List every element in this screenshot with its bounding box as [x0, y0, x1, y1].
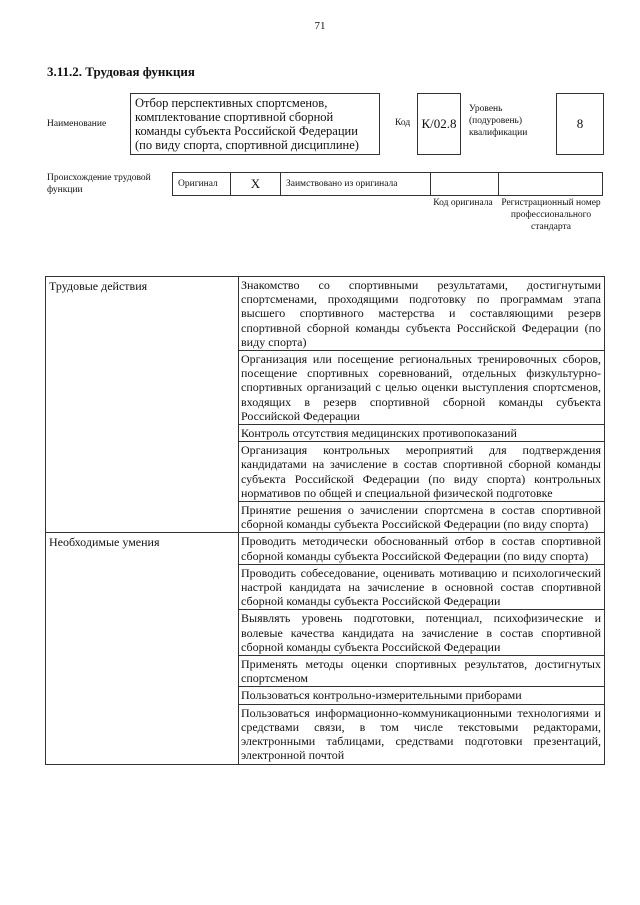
function-name-value: Отбор перспективных спортсменов, комплектование спортивной сборной команды субъекта Российской Федерации (по виду спорта, спортивной дисциплине) — [130, 93, 380, 155]
qualification-level-value: 8 — [556, 93, 604, 155]
table-row: Проводить методически обоснованный отбор в состав спортивной сборной команды субъекта Российской Федерации (по виду спорта) — [239, 533, 604, 564]
table-row: Применять методы оценки спортивных результатов, достигнутых спортсменом — [239, 656, 604, 687]
section-heading: 3.11.2. Трудовая функция — [47, 64, 195, 79]
code-original-caption: Код оригинала — [433, 198, 493, 208]
name-label: Наименование — [47, 119, 107, 129]
origin-code-cell — [431, 173, 499, 195]
function-code-value: К/02.8 — [417, 93, 461, 155]
origin-original-label: Оригинал — [173, 173, 231, 195]
page-number: 71 — [314, 20, 326, 32]
reg-number-caption: Регистрационный номер профессионального стандарта — [501, 198, 601, 232]
table-row: Проводить собеседование, оценивать мотивацию и психологический настрой кандидата на зачисление в основной состав спортивной сборной команды субъекта Российской Федерации — [239, 565, 604, 611]
origin-borrowed-label: Заимствовано из оригинала — [281, 173, 431, 195]
qualification-level-label: Уровень (подуровень) квалификации — [469, 104, 528, 138]
table-row: Пользоваться контрольно-измерительными приборами — [239, 687, 604, 704]
table-row: Контроль отсутствия медицинских противопоказаний — [239, 425, 604, 442]
table-row: Пользоваться информационно-коммуникационными технологиями и средствами связи, в том числе текстовыми редакторами, электронными таблицами, средствами подготовки презентаций, электронной почтой — [241, 705, 601, 763]
origin-label: Происхождение трудовой функции — [47, 173, 151, 195]
group-label: Трудовые действия — [46, 277, 239, 532]
required-skills-group — [46, 533, 604, 763]
table-row: Выявлять уровень подготовки, потенциал, психофизические и волевые качества кандидата на зачисление в состав спортивной сборной команды субъекта Российской Федерации — [239, 610, 604, 656]
origin-reg-number-cell — [499, 173, 602, 195]
labor-actions-group — [46, 277, 604, 533]
table-row: Знакомство со спортивными результатами, достигнутыми спортсменами, проходящими подготовку по программам этапа высшего спортивного мастерства и составляющими резерв спортивной сборной команды субъекта Российской Федерации (по виду спорта) — [239, 277, 604, 351]
table-row: Организация контрольных мероприятий для подтверждения кандидатами на зачисление в состав спортивной сборной команды субъекта Российской Федерации (по виду спорта) контрольных нормативов по общей и специальной физической подготовке — [239, 442, 604, 502]
code-label: Код — [395, 118, 411, 128]
table-row: Организация или посещение региональных тренировочных сборов, посещение спортивных соревнований, отдельных физкультурно-спортивных организаций с целью оценки выступления спортсменов, входящих в резерв спортивной сборной команды субъекта Российской Федерации — [239, 351, 604, 425]
origin-table — [172, 172, 603, 196]
function-details-table — [45, 276, 605, 765]
table-row: Принятие решения о зачислении спортсмена в состав спортивной сборной команды субъекта Российской Федерации (по виду спорта) — [241, 503, 601, 532]
origin-original-mark: X — [231, 173, 281, 195]
group-label: Необходимые умения — [46, 533, 239, 763]
